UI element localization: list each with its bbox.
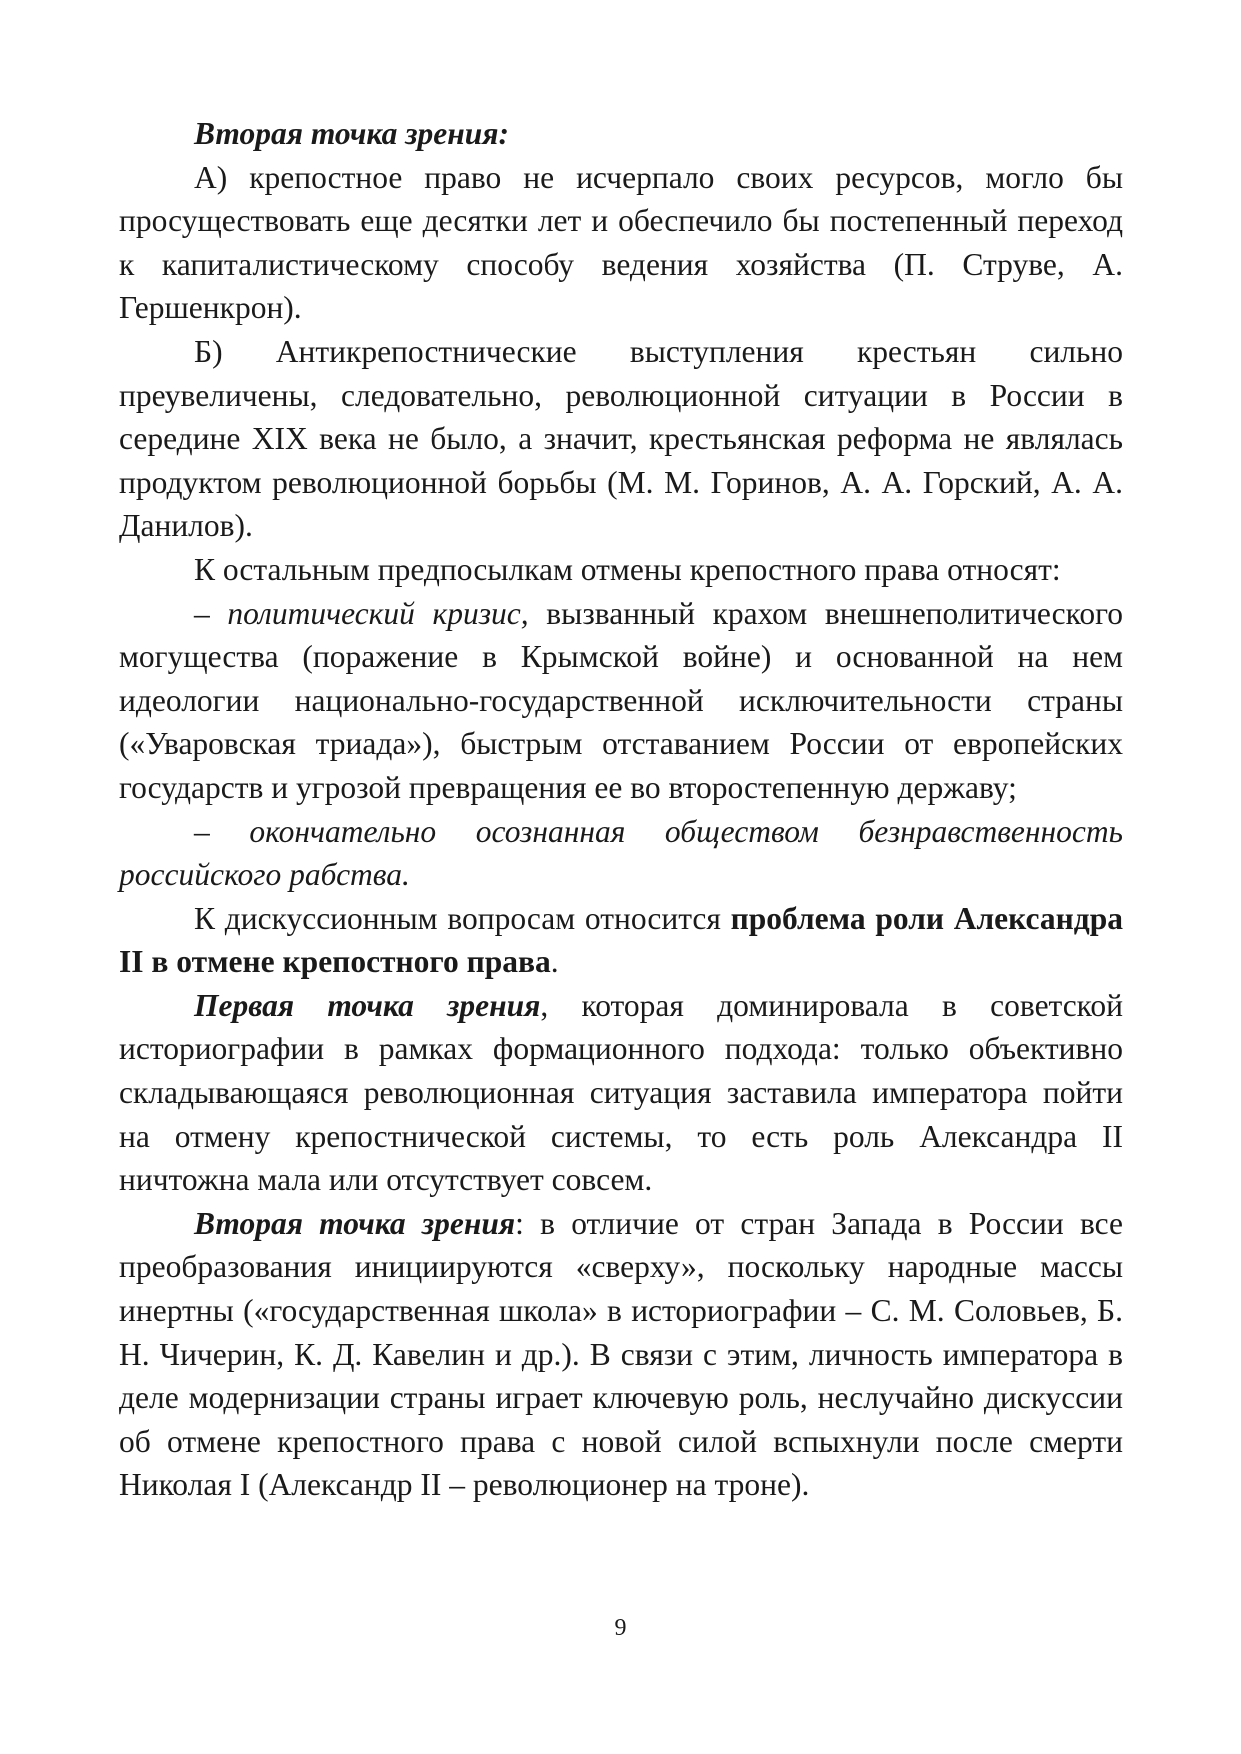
paragraph-point-b: Б) Антикрепостнические выступления крестьян сильно преувеличены, следовательно, революционной ситуации в России в середине XIX века не было, а значит, крестьянская реформа не являлась продуктом революционной борьбы (М. М. Горинов, А. А. Горский, А. А. Данилов).: [119, 333, 1123, 544]
discussion-end: .: [550, 944, 559, 980]
political-crisis-text: вызванный крахом внешнеполитического могущества (поражение в Крымской войне) и основанной на нем идеологии национально-государственной исключительности страны («Уваровская триада»), быстрым отставанием России от европейских государств и угрозой превращения ее во второстепенную державу;: [119, 595, 1124, 805]
paragraph-first-view: [119, 984, 1123, 1202]
discussion-intro: К дискуссионным вопросам относится: [194, 900, 731, 936]
page-body: [119, 112, 1123, 1507]
paragraph-second-view: [119, 1202, 1123, 1507]
heading-second-view-a: [119, 112, 1123, 156]
paragraph-political-crisis: [119, 592, 1123, 810]
discussion-problem: проблема роли Александра II в отмене крепостного права: [119, 900, 1123, 980]
heading-text: Вторая точка зрения:: [194, 116, 509, 151]
first-view-text: , которая доминировала в советской историографии в рамках формационного подхода: только объективно складывающаяся революционная ситуация заставила императора пойти на отмену крепостнической системы, то есть роль Александра II ничтожна мала или отсутствует совсем.: [119, 987, 1123, 1198]
first-view-heading: Первая точка зрения: [194, 987, 541, 1023]
second-view-heading: Вторая точка зрения: [194, 1205, 516, 1241]
political-crisis-term: – политический кризис,: [194, 595, 529, 631]
page-number: 9: [614, 1615, 627, 1641]
second-view-text: : в отличие от стран Запада в России все преобразования инициируются «сверху», поскольку народные массы инертны («государственная школа» в историографии – С. М. Соловьев, Б. Н. Чичерин, К. Д. Кавелин и др.). В связи с этим, личность императора в деле модернизации страны играет ключевую роль, неслучайно дискуссии об отмене крепостного права с новой силой вспыхнули после смерти Николая I (Александр II – революционер на троне).: [119, 1205, 1123, 1503]
paragraph-point-a: А) крепостное право не исчерпало своих ресурсов, могло бы просуществовать еще десятки лет и обеспечило бы постепенный переход к капиталистическому способу ведения хозяйства (П. Струве, А. Гершенкрон).: [119, 159, 1123, 326]
paragraph-prerequisites-intro: К остальным предпосылкам отмены крепостного права относят:: [194, 551, 1061, 587]
paragraph-discussion: [119, 897, 1123, 984]
immorality-text: – окончательно осознанная обществом безнравственность российского рабства.: [119, 813, 1123, 893]
paragraph-immorality: [119, 810, 1123, 897]
